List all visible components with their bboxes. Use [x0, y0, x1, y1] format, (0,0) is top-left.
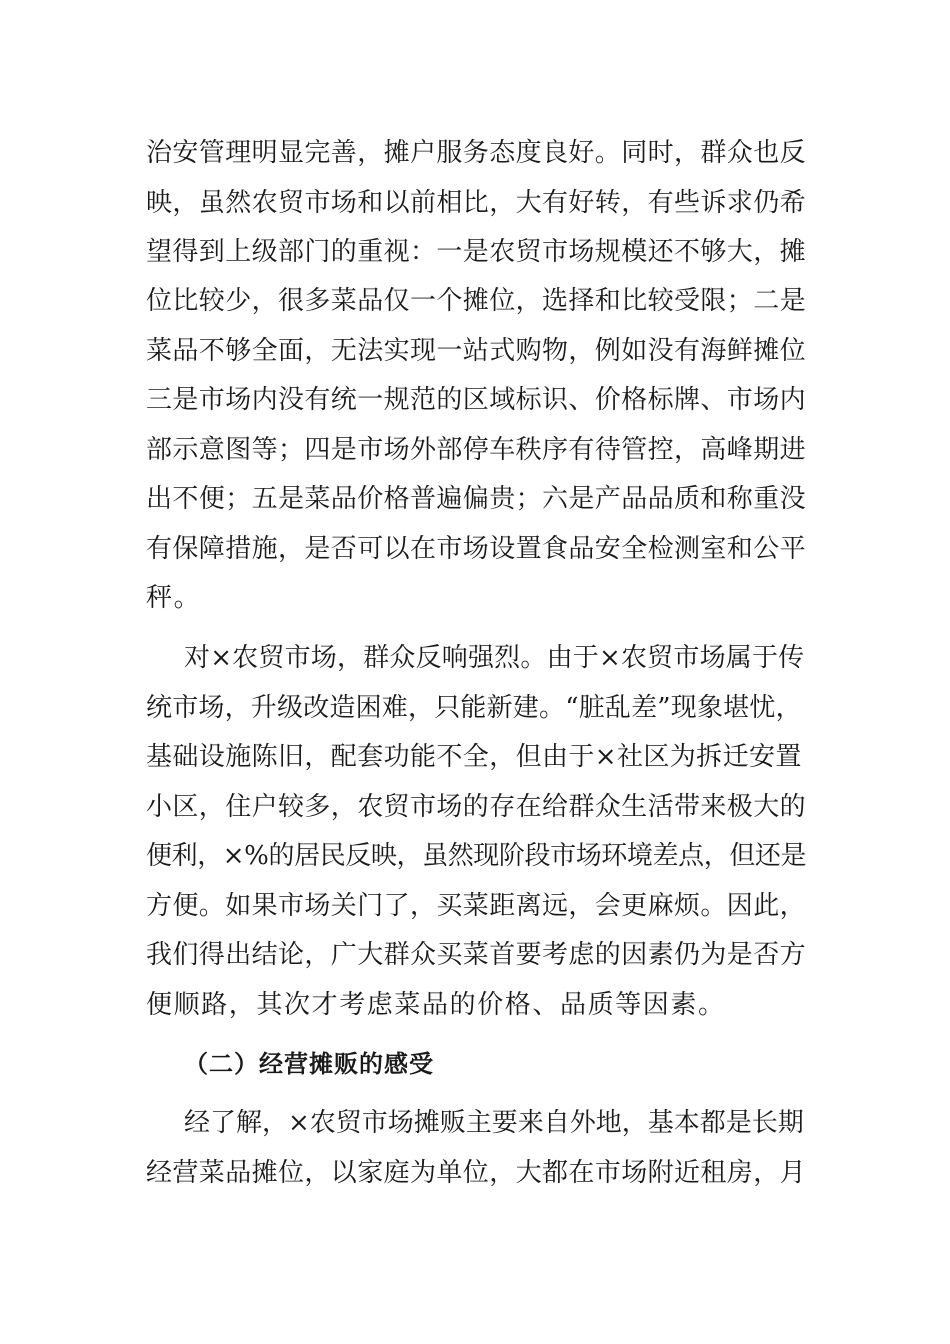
- text-line: 治安管理明显完善，摊户服务态度良好。同时，群众也反: [146, 138, 807, 168]
- text-line: 望得到上级部门的重视：一是农贸市场规模还不够大，摊: [146, 237, 807, 267]
- text-line: 小区，住户较多，农贸市场的存在给群众生活带来极大的: [146, 792, 807, 822]
- text-line: 方便。如果市场关门了，买菜距离远，会更麻烦。因此，: [146, 891, 807, 921]
- text-line: 便利，×%的居民反映，虽然现阶段市场环境差点，但还是: [146, 841, 807, 871]
- text-line: 部示意图等；四是市场外部停车秩序有待管控，高峰期进: [146, 435, 807, 465]
- text-line: 统市场，升级改造困难，只能新建。“脏乱差”现象堪忧，: [146, 693, 802, 723]
- text-line: 映，虽然农贸市场和以前相比，大有好转，有些诉求仍希: [146, 188, 807, 218]
- text-line: 基础设施陈旧，配套功能不全，但由于×社区为拆迁安置: [146, 742, 802, 772]
- section-heading: （二）经营摊贩的感受: [184, 1050, 434, 1078]
- text-line: 对×农贸市场，群众反响强烈。由于×农贸市场属于传: [184, 643, 805, 673]
- text-line: 出不便；五是菜品价格普遍偏贵；六是产品品质和称重没: [146, 484, 807, 514]
- text-line: 我们得出结论，广大群众买菜首要考虑的因素仍为是否方: [146, 940, 807, 970]
- text-line: 位比较少，很多菜品仅一个摊位，选择和比较受限；二是: [146, 286, 807, 316]
- text-line: 秤。: [146, 583, 202, 613]
- text-line: 便顺路，其次才考虑菜品的价格、品质等因素。: [146, 990, 726, 1020]
- text-line: 三是市场内没有统一规范的区域标识、价格标牌、市场内: [146, 385, 807, 415]
- text-line: 有保障措施，是否可以在市场设置食品安全检测室和公平: [146, 534, 807, 564]
- text-line: 菜品不够全面，无法实现一站式购物，例如没有海鲜摊位: [146, 336, 807, 366]
- text-line: 经营菜品摊位，以家庭为单位，大都在市场附近租房，月: [146, 1158, 807, 1188]
- text-line: 经了解，×农贸市场摊贩主要来自外地，基本都是长期: [184, 1108, 804, 1138]
